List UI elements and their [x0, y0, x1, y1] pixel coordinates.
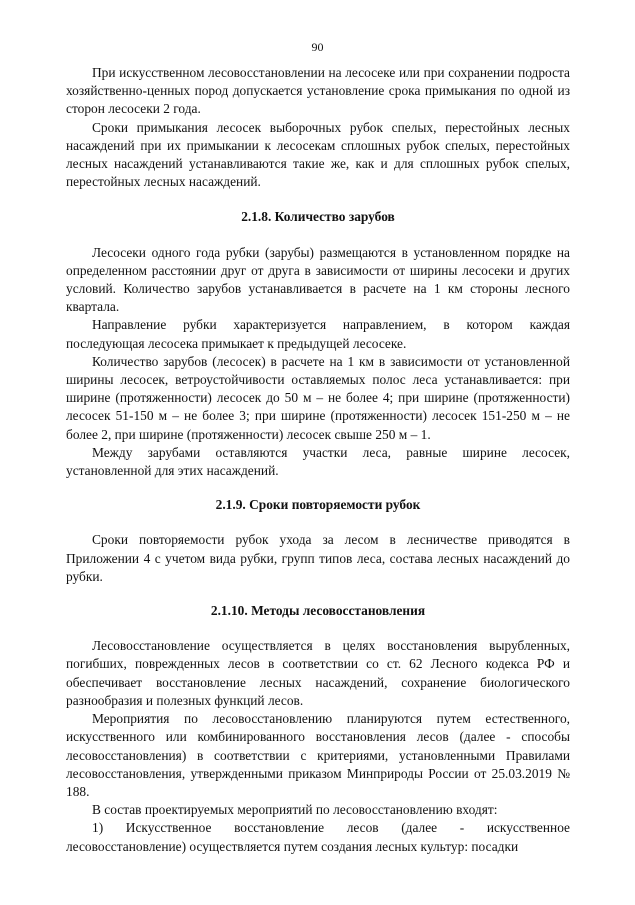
paragraph: При искусственном лесовосстановлении на лесосеке или при сохранении подроста хозяйственно-ценных пород допускается установление срока примыкания по одной из сторон лесосеки 2 года.: [66, 65, 570, 117]
paragraph: Лесовосстановление осуществляется в целях восстановления вырубленных, погибших, поврежденных лесов в соответствии со ст. 62 Лесного кодекса РФ и обеспечивает восстановление лесных насаждений, сохранение биологического разнообразия и полезных функций лесов.: [66, 638, 570, 708]
paragraph: Количество зарубов (лесосек) в расчете на 1 км в зависимости от установленной ширины лесосек, ветроустойчивости оставляемых полос леса устанавливается: при ширине (протяженности) лесосек до 50 м – не более 4; при ширине (протяженности) лесосек 51-150 м – не более 3; при ширине (протяженности) лесосек 151-250 м – не более 2, при ширине (протяженности) лесосек свыше 250 м – 1.: [66, 353, 570, 442]
paragraph: Сроки повторяемости рубок ухода за лесом в лесничестве приводятся в Приложении 4 с учетом вида рубки, групп типов леса, состава лесных насаждений до рубки.: [66, 532, 570, 584]
paragraph: Сроки примыкания лесосек выборочных рубок спелых, перестойных лесных насаждений при их примыкании к лесосекам сплошных рубок спелых, перестойных лесных насаждений устанавливаются такие же, как и для сплошных рубок спелых, перестойных лесных насаждений.: [66, 119, 570, 190]
paragraph: Лесосеки одного года рубки (зарубы) размещаются в установленном порядке на определенном расстоянии друг от друга в зависимости от ширины лесосеки и других условий. Количество зарубов устанавливается в расчете на 1 км стороны лесного квартала.: [66, 244, 570, 315]
paragraph: Между зарубами оставляются участки леса, равные ширине лесосек, установленной для этих насаждений.: [66, 444, 570, 479]
section-heading: 2.1.9. Сроки повторяемости рубок: [215, 497, 421, 513]
paragraph: Направление рубки характеризуется направлением, в котором каждая последующая лесосека примыкает к предыдущей лесосеке.: [66, 317, 570, 351]
paragraph: 1) Искусственное восстановление лесов (далее - искусственное лесовосстановление) осуществляется путем создания лесных культур: посадки: [66, 820, 570, 854]
paragraph: В состав проектируемых мероприятий по лесовосстановлению входят:: [92, 802, 498, 818]
page-number: 90: [311, 40, 324, 54]
section-heading: 2.1.8. Количество зарубов: [241, 209, 395, 225]
page-content: [66, 64, 570, 856]
paragraph: Мероприятия по лесовосстановлению планируются путем естественного, искусственного или комбинированного восстановления лесов (далее - способы лесовосстановления) в соответствии с критериями, установленными Правилами лесовосстановления, утвержденными приказом Минприроды России от 25.03.2019 № 188.: [66, 711, 570, 799]
section-heading: 2.1.10. Методы лесовосстановления: [210, 603, 426, 619]
